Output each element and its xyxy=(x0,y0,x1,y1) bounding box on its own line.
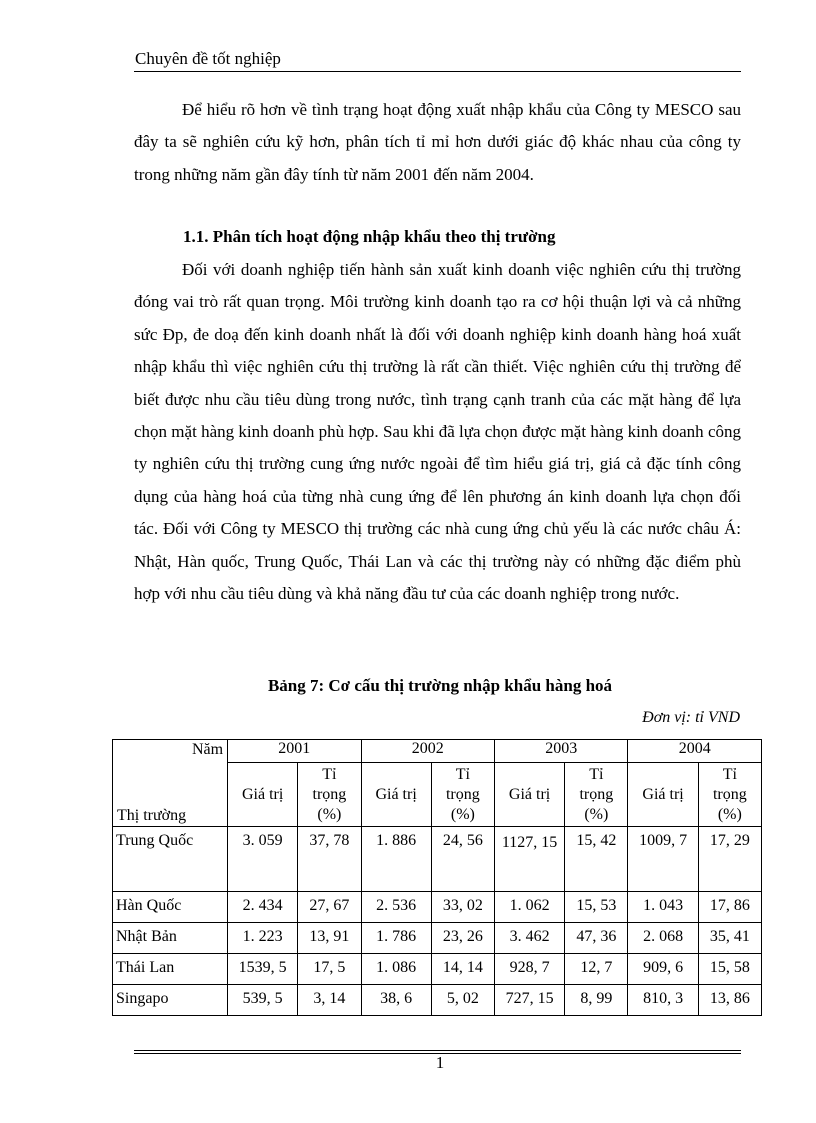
import-market-table xyxy=(112,739,762,1016)
share-cell: 17, 29 xyxy=(698,827,761,892)
table-row xyxy=(113,985,762,1016)
value-cell: 810, 3 xyxy=(628,985,698,1016)
value-subheader: Giá trị xyxy=(361,763,431,827)
section-heading: 1.1. Phân tích hoạt động nhập khẩu theo thị trường xyxy=(183,227,556,246)
share-subheader: Tỉ trọng (%) xyxy=(298,763,361,827)
share-cell: 3, 14 xyxy=(298,985,361,1016)
year-header: 2001 xyxy=(228,740,361,763)
share-cell: 13, 86 xyxy=(698,985,761,1016)
year-header: 2003 xyxy=(495,740,628,763)
share-subheader: Tỉ trọng (%) xyxy=(431,763,494,827)
value-cell: 1539, 5 xyxy=(228,954,298,985)
header-rule xyxy=(134,71,741,72)
table-row xyxy=(113,892,762,923)
share-cell: 33, 02 xyxy=(431,892,494,923)
value-cell: 3. 059 xyxy=(228,827,298,892)
intro-text: Để hiểu rõ hơn về tình trạng hoạt động xuất nhập khẩu của Công ty MESCO sau đây ta sẽ nghiên cứu kỹ hơn, phân tích tỉ mỉ hơn dưới giác độ khác nhau của công ty trong những năm gần đây tính từ năm 2001 đến năm 2004. xyxy=(134,100,741,184)
value-cell: 2. 434 xyxy=(228,892,298,923)
share-cell: 15, 53 xyxy=(565,892,628,923)
value-subheader: Giá trị xyxy=(495,763,565,827)
table-unit: Đơn vị: tỉ VND xyxy=(642,709,740,726)
share-cell: 8, 99 xyxy=(565,985,628,1016)
market-name: Hàn Quốc xyxy=(113,892,228,923)
table-row xyxy=(113,954,762,985)
section-paragraph xyxy=(134,254,741,610)
share-cell: 12, 7 xyxy=(565,954,628,985)
value-subheader: Giá trị xyxy=(228,763,298,827)
section-text: Đối với doanh nghiệp tiến hành sản xuất kinh doanh việc nghiên cứu thị trường đóng vai trò rất quan trọng. Môi trường kinh doanh tạo ra cơ hội thuận lợi và cả những sức Đp, đe doạ đến kinh doanh nhất là đối với doanh nghiệp kinh doanh hàng hoá xuất nhập khẩu thì việc nghiên cứu thị trường là rất cần thiết. Việc nghiên cứu thị trường để biết được nhu cầu tiêu dùng trong nước, tình trạng cạnh tranh của các mặt hàng để lựa chọn mặt hàng kinh doanh phù hợp. Sau khi đã lựa chọn được mặt hàng kinh doanh công ty nghiên cứu thị trường cung ứng nước ngoài để tìm hiểu giá trị, giá cả đặc tính công dụng của hàng hoá của từng nhà cung ứng để lên phương án kinh doanh lựa chọn đối tác. Đối với Công ty MESCO thị trường các nhà cung ứng chủ yếu là các nước châu Á: Nhật, Hàn quốc, Trung Quốc, Thái Lan và các thị trường này có những đặc điểm phù hợp với nhu cầu tiêu dùng và khả năng đầu tư của các doanh nghiệp trong nước. xyxy=(134,260,741,604)
value-cell: 1. 043 xyxy=(628,892,698,923)
market-name: Thái Lan xyxy=(113,954,228,985)
share-cell: 24, 56 xyxy=(431,827,494,892)
value-cell: 1. 886 xyxy=(361,827,431,892)
table-row xyxy=(113,827,762,892)
share-cell: 15, 42 xyxy=(565,827,628,892)
page-number: 1 xyxy=(435,1053,445,1072)
year-header: 2004 xyxy=(628,740,762,763)
value-cell: 1. 062 xyxy=(495,892,565,923)
share-cell: 17, 5 xyxy=(298,954,361,985)
share-cell: 14, 14 xyxy=(431,954,494,985)
share-cell: 5, 02 xyxy=(431,985,494,1016)
share-cell: 35, 41 xyxy=(698,923,761,954)
value-cell: 1. 086 xyxy=(361,954,431,985)
market-name: Singapo xyxy=(113,985,228,1016)
value-cell: 38, 6 xyxy=(361,985,431,1016)
market-name: Trung Quốc xyxy=(113,827,228,892)
value-cell: 928, 7 xyxy=(495,954,565,985)
value-cell: 1127, 15 xyxy=(495,827,565,892)
share-cell: 13, 91 xyxy=(298,923,361,954)
share-subheader: Tỉ trọng (%) xyxy=(698,763,761,827)
corner-year-label: Năm xyxy=(191,741,224,758)
share-subheader: Tỉ trọng (%) xyxy=(565,763,628,827)
value-cell: 1009, 7 xyxy=(628,827,698,892)
value-cell: 1. 223 xyxy=(228,923,298,954)
corner-market-label: Thị trường xyxy=(117,807,187,824)
share-cell: 17, 86 xyxy=(698,892,761,923)
value-subheader: Giá trị xyxy=(628,763,698,827)
page-header-title: Chuyên đề tốt nghiệp xyxy=(135,49,281,68)
value-cell: 2. 536 xyxy=(361,892,431,923)
year-header: 2002 xyxy=(361,740,494,763)
share-cell: 23, 26 xyxy=(431,923,494,954)
value-cell: 539, 5 xyxy=(228,985,298,1016)
value-cell: 2. 068 xyxy=(628,923,698,954)
table-corner-cell xyxy=(113,740,228,827)
table-header-row xyxy=(113,740,762,763)
market-name: Nhật Bản xyxy=(113,923,228,954)
table-title: Bảng 7: Cơ cấu thị trường nhập khẩu hàng hoá xyxy=(267,676,613,695)
table-row xyxy=(113,923,762,954)
share-cell: 47, 36 xyxy=(565,923,628,954)
share-cell: 27, 67 xyxy=(298,892,361,923)
share-cell: 15, 58 xyxy=(698,954,761,985)
share-cell: 37, 78 xyxy=(298,827,361,892)
value-cell: 3. 462 xyxy=(495,923,565,954)
value-cell: 727, 15 xyxy=(495,985,565,1016)
value-cell: 1. 786 xyxy=(361,923,431,954)
footer-rule xyxy=(134,1050,741,1051)
intro-paragraph xyxy=(134,94,741,191)
value-cell: 909, 6 xyxy=(628,954,698,985)
